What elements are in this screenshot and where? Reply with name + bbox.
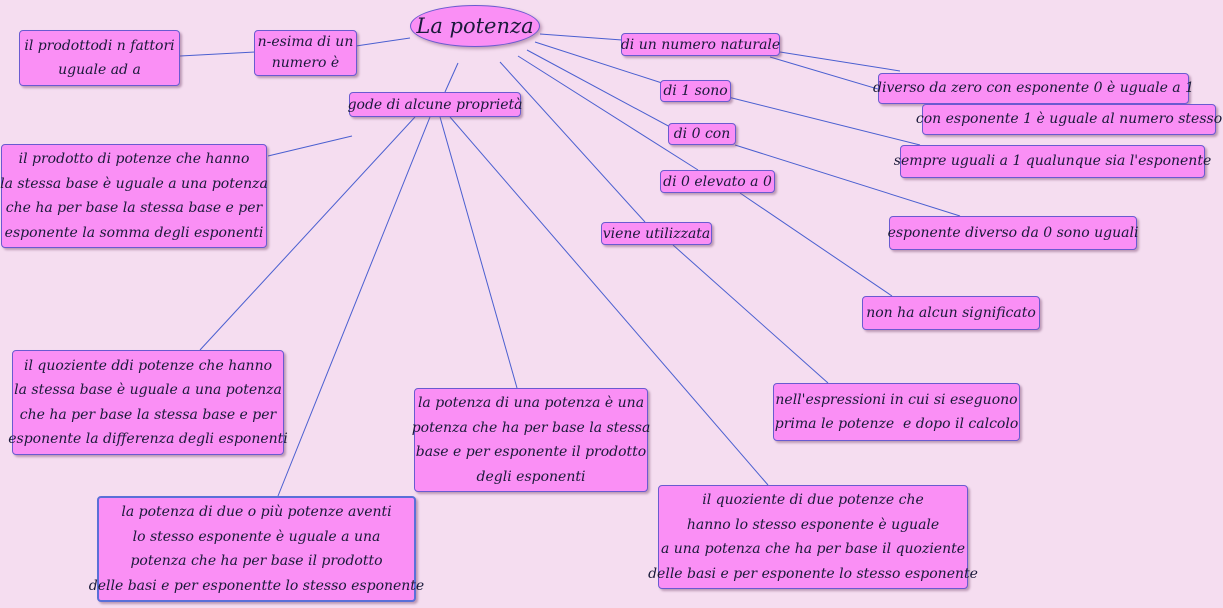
link (780, 52, 900, 71)
link (518, 56, 698, 170)
link (740, 193, 892, 296)
root-node-title[interactable]: La potenza (410, 5, 540, 47)
node-espressioni[interactable]: nell'espressioni in cui si eseguono prima le potenze e dopo il calcolo (773, 383, 1020, 441)
link (673, 245, 828, 383)
node-esponente-uno[interactable]: con esponente 1 è uguale al numero stesso (922, 104, 1216, 135)
link (728, 97, 920, 145)
link-label-n-esima[interactable]: n-esima di un numero è (254, 30, 357, 76)
node-prodotto-potenze[interactable]: il prodotto di potenze che hanno la stessa base è uguale a una potenza che ha per base la stessa base e per esponente la somma degli esponenti (1, 144, 267, 248)
node-potenza-di-potenza[interactable]: la potenza di una potenza è una potenza che ha per base la stessa base e per esponente il prodotto degli esponenti (414, 388, 648, 492)
link (356, 38, 410, 46)
link-label-viene-utilizzata[interactable]: viene utilizzata (601, 222, 712, 245)
link (268, 136, 352, 156)
node-diverso-zero[interactable]: diverso da zero con esponente 0 è uguale a 1 (878, 73, 1189, 104)
node-sempre-uguali[interactable]: sempre uguali a 1 qualunque sia l'esponente (900, 145, 1205, 178)
node-esponente-diverso-zero[interactable]: esponente diverso da 0 sono uguali (889, 216, 1137, 250)
link-label-di-zero-con[interactable]: di 0 con (668, 123, 736, 145)
link (180, 52, 256, 56)
link-label-di-uno-sono[interactable]: di 1 sono (660, 80, 731, 102)
link (445, 63, 458, 92)
node-prodotto-fattori[interactable]: il prodottodi n fattori uguale ad a (19, 30, 180, 86)
link (278, 117, 430, 496)
node-nessun-significato[interactable]: non ha alcun significato (862, 296, 1040, 330)
link (500, 62, 645, 222)
node-quoziente-stesso-esponente[interactable]: il quoziente di due potenze che hanno lo stesso esponente è uguale a una potenza che ha per base il quoziente delle basi e per esponente lo stesso esponente (658, 485, 968, 589)
node-potenza-stesso-esponente[interactable]: la potenza di due o più potenze aventi lo stesso esponente è uguale a una potenza che ha per base il prodotto delle basi e per esponentte lo stesso esponente (97, 496, 416, 602)
node-quoziente-potenze[interactable]: il quoziente ddi potenze che hanno la stessa base è uguale a una potenza che ha per base la stessa base e per esponente la differenza degli esponenti (12, 350, 284, 455)
link-label-zero-elevato[interactable]: di 0 elevato a 0 (660, 170, 775, 193)
link-label-numero-naturale[interactable]: di un numero naturale (621, 33, 780, 56)
link (540, 34, 622, 40)
link-label-gode[interactable]: gode di alcune proprietà (349, 92, 521, 117)
link (440, 117, 517, 388)
